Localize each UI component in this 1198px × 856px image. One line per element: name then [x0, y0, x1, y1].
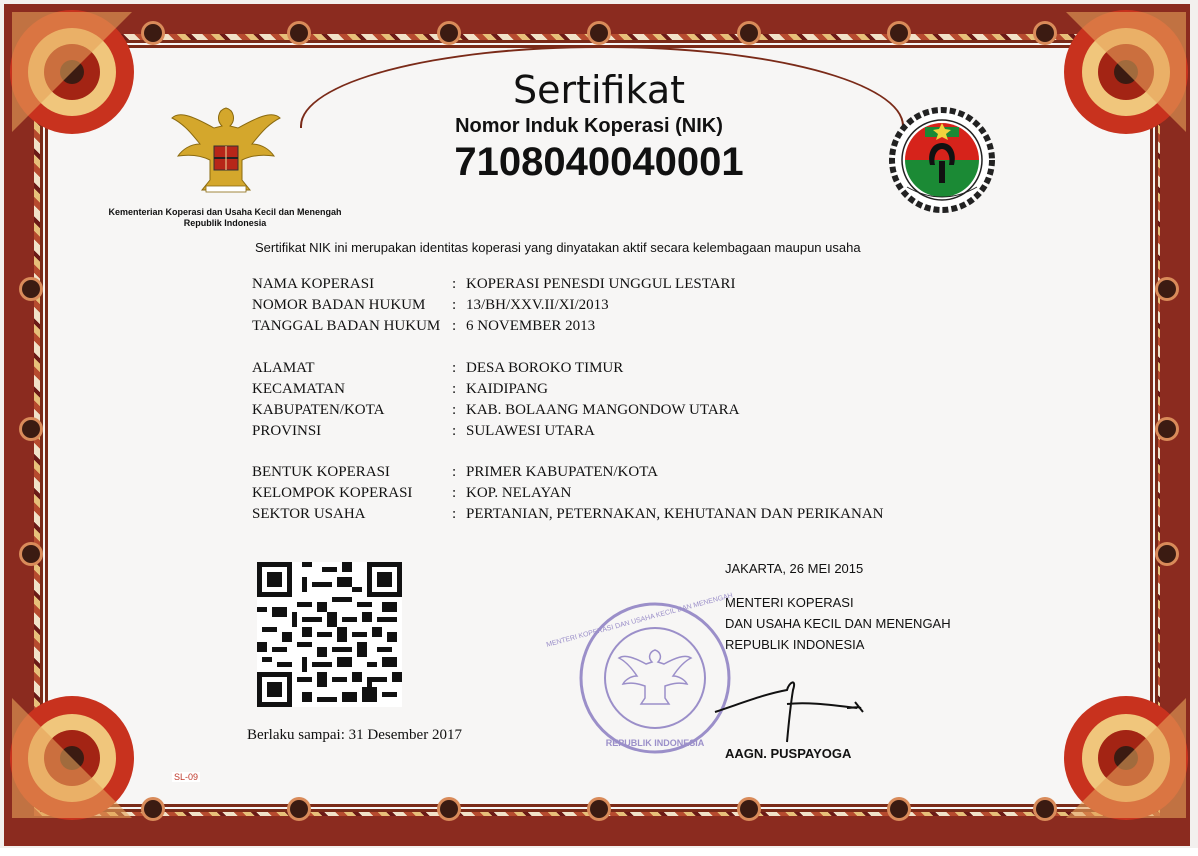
field-separator: : — [452, 381, 457, 397]
certificate-intro: Sertifikat NIK ini merupakan identitas koperasi yang dinyatakan aktif secara kelembagaan maupun usaha — [255, 240, 861, 255]
border-dot — [22, 280, 40, 298]
border-dot — [740, 800, 758, 818]
field-separator: : — [452, 276, 457, 292]
border-dot — [22, 420, 40, 438]
border-dot — [440, 24, 458, 42]
minister-line-3: REPUBLIK INDONESIA — [725, 637, 865, 652]
border-dot — [1158, 545, 1176, 563]
border-dot — [144, 24, 162, 42]
minister-line-2: DAN USAHA KECIL DAN MENENGAH — [725, 616, 951, 631]
border-dot — [1036, 24, 1054, 42]
border-dot — [590, 800, 608, 818]
field-separator: : — [452, 485, 457, 501]
valid-until: Berlaku sampai: 31 Desember 2017 — [247, 727, 462, 743]
signer-name: AAGN. PUSPAYOGA — [725, 746, 852, 761]
certificate-subtitle: Nomor Induk Koperasi (NIK) — [455, 115, 723, 137]
field-value: 13/BH/XXV.II/XI/2013 — [466, 297, 609, 313]
field-value: KAB. BOLAANG MANGONDOW UTARA — [466, 402, 740, 418]
border-dot — [740, 24, 758, 42]
field-separator: : — [452, 506, 457, 522]
certificate-title: Sertifikat — [512, 68, 686, 112]
field-label: NOMOR BADAN HUKUM — [252, 297, 426, 313]
field-label: BENTUK KOPERASI — [252, 464, 390, 480]
stamp-text-top: MENTERI KOPERASI DAN USAHA KECIL DAN MENENGAH — [545, 592, 734, 649]
border-dot — [440, 800, 458, 818]
field-separator: : — [452, 318, 457, 334]
stamp-text-bottom: REPUBLIK INDONESIA — [605, 738, 705, 748]
field-separator: : — [452, 402, 457, 418]
border-dot — [1036, 800, 1054, 818]
field-separator: : — [452, 464, 457, 480]
field-separator: : — [452, 360, 457, 376]
field-value: KAIDIPANG — [466, 381, 548, 397]
ministry-line-2: Republik Indonesia — [183, 218, 267, 228]
minister-title — [725, 592, 951, 655]
border-dot — [22, 545, 40, 563]
field-value: KOP. NELAYAN — [466, 485, 572, 501]
border-dot — [890, 800, 908, 818]
border-dot — [590, 24, 608, 42]
border-dot — [890, 24, 908, 42]
koperasi-logo-icon — [885, 103, 1000, 218]
ministry-name — [90, 207, 360, 229]
field-value: PRIMER KABUPATEN/KOTA — [466, 464, 659, 480]
border-dot — [1158, 280, 1176, 298]
field-label: PROVINSI — [252, 423, 322, 439]
nik-number: 7108040040001 — [454, 140, 744, 184]
signature — [705, 672, 875, 752]
border-dot — [1158, 420, 1176, 438]
minister-line-1: MENTERI KOPERASI — [725, 595, 854, 610]
border-dot — [290, 24, 308, 42]
border-dot — [144, 800, 162, 818]
garuda-emblem-icon — [166, 98, 286, 198]
field-label: ALAMAT — [252, 360, 315, 376]
qr-code — [257, 562, 402, 707]
field-label: TANGGAL BADAN HUKUM — [252, 318, 441, 334]
field-label: NAMA KOPERASI — [252, 276, 375, 292]
field-label: KABUPATEN/KOTA — [252, 402, 385, 418]
border-dot — [290, 800, 308, 818]
field-separator: : — [452, 423, 457, 439]
field-label: KECAMATAN — [252, 381, 345, 397]
field-value: PERTANIAN, PETERNAKAN, KEHUTANAN DAN PERIKANAN — [466, 506, 884, 522]
place-date: JAKARTA, 26 MEI 2015 — [725, 561, 864, 576]
field-label: KELOMPOK KOPERASI — [252, 485, 413, 501]
ministry-line-1: Kementerian Koperasi dan Usaha Kecil dan Menengah — [108, 207, 342, 217]
form-code: SL-09 — [174, 772, 199, 782]
field-value: KOPERASI PENESDI UNGGUL LESTARI — [466, 276, 736, 292]
field-value: DESA BOROKO TIMUR — [466, 360, 624, 376]
field-separator: : — [452, 297, 457, 313]
field-value: SULAWESI UTARA — [466, 423, 595, 439]
field-label: SEKTOR USAHA — [252, 506, 366, 522]
scan-edge — [0, 848, 1198, 856]
field-value: 6 NOVEMBER 2013 — [466, 318, 596, 334]
